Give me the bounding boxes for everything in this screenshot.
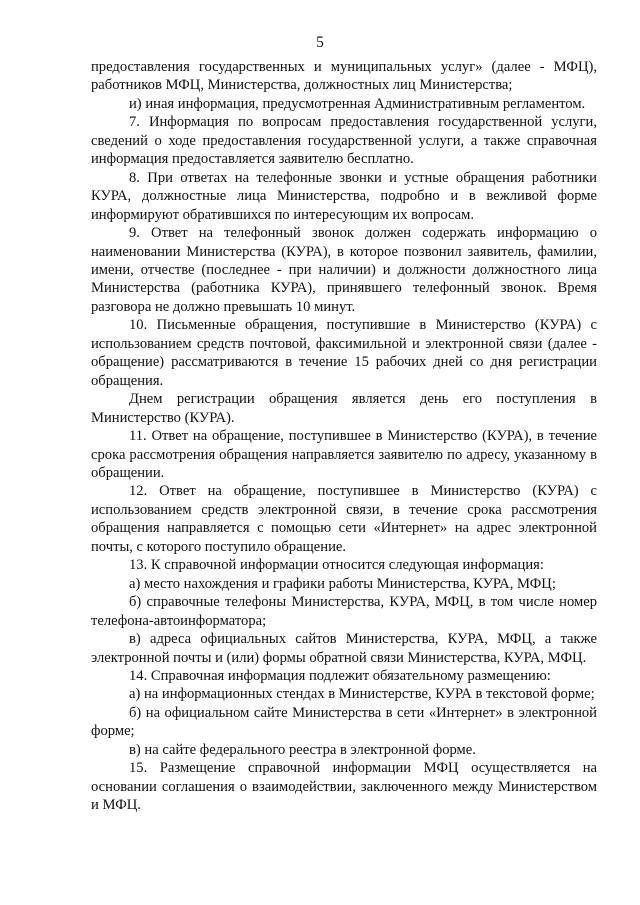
page-number: 5: [316, 34, 324, 51]
paragraph: в) на сайте федерального реестра в электронной форме.: [129, 741, 476, 758]
paragraph: а) на информационных стендах в Министерстве, КУРА в текстовой форме;: [129, 686, 595, 703]
paragraph: предоставления государственных и муниципальных услуг» (далее - МФЦ), работников МФЦ, Министерства, должностных лиц Министерства;: [91, 59, 597, 94]
paragraph: б) справочные телефоны Министерства, КУРА, МФЦ, в том числе номер телефона-автоинформатора;: [91, 594, 597, 629]
paragraph: 7. Информация по вопросам предоставления государственной услуги, сведений о ходе предоставления государственной услуги, а также справочная информация предоставляется заявителю бесплатно.: [91, 114, 597, 168]
paragraph: б) на официальном сайте Министерства в сети «Интернет» в электронной форме;: [91, 704, 597, 740]
document-body: [91, 58, 597, 815]
paragraph: 14. Справочная информация подлежит обязательному размещению:: [129, 667, 551, 684]
paragraph: 15. Размещение справочной информации МФЦ осуществляется на основании соглашения о взаимодействии, заключенного между Министерством и МФЦ.: [91, 760, 597, 814]
paragraph: 11. Ответ на обращение, поступившее в Министерство (КУРА), в течение срока рассмотрения обращения направляется заявителю по адресу, указанному в обращении.: [91, 428, 597, 481]
paragraph: в) адреса официальных сайтов Министерства, КУРА, МФЦ, а также электронной почты и (или) формы обратной связи Министерства, КУРА, МФЦ.: [91, 631, 597, 666]
paragraph: 9. Ответ на телефонный звонок должен содержать информацию о наименовании Министерства (КУРА), в которое позвонил заявитель, фамилии, имени, отчестве (последнее - при наличии) и должности должностного лица Министерства (работника КУРА), принявшего телефонный звонок. Время разговора не должно превышать 10 минут.: [91, 225, 597, 315]
paragraph: 10. Письменные обращения, поступившие в Министерство (КУРА) с использованием средств почтовой, факсимильной и электронной связи (далее - обращение) рассматриваются в течение 15 рабочих дней со дня регистрации обращения.: [91, 317, 597, 389]
paragraph: 8. При ответах на телефонные звонки и устные обращения работники КУРА, должностные лица Министерства, подробно и в вежливой форме информируют обратившихся по интересующим их вопросам.: [91, 169, 597, 223]
paragraph: Днем регистрации обращения является день его поступления в Министерство (КУРА).: [91, 391, 597, 426]
paragraph: и) иная информация, предусмотренная Административным регламентом.: [129, 95, 586, 112]
paragraph: а) место нахождения и графики работы Министерства, КУРА, МФЦ;: [129, 575, 556, 592]
paragraph: 13. К справочной информации относится следующая информация:: [129, 557, 544, 574]
paragraph: 12. Ответ на обращение, поступившее в Министерство (КУРА) с использованием средств электронной связи, в течение срока рассмотрения обращения направляется с помощью сети «Интернет» на адрес электронной почты, с которого поступило обращение.: [91, 483, 597, 555]
